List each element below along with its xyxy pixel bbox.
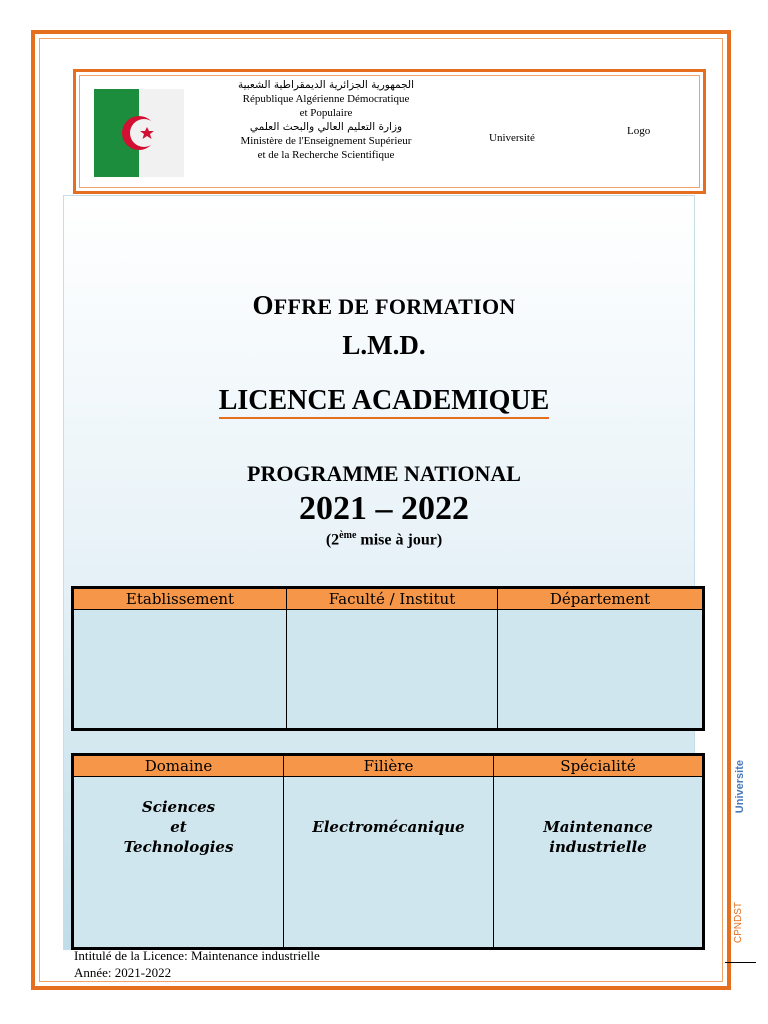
cell-filiere: Electromécanique <box>284 777 494 949</box>
footer-annee: Année: 2021-2022 <box>74 965 172 980</box>
domain-table <box>71 753 705 950</box>
university-label: Université <box>489 132 535 144</box>
lmd-title: L.M.D. <box>342 330 426 360</box>
institution-table <box>71 586 705 731</box>
republic-line2: et Populaire <box>299 107 353 119</box>
side-divider <box>725 962 756 963</box>
cell-faculte <box>287 610 498 730</box>
years-title: 2021 – 2022 <box>299 490 469 527</box>
arabic-ministry-text: وزارة التعليم العالي والبحث العلمي <box>249 121 403 133</box>
header-filiere: Filière <box>284 755 494 777</box>
side-universite-label: Universite <box>734 760 746 814</box>
header-departement: Département <box>498 588 704 610</box>
programme-title: PROGRAMME NATIONAL <box>247 461 521 486</box>
header-domaine: Domaine <box>73 755 284 777</box>
ministry-line1: Ministère de l'Enseignement Supérieur <box>240 135 412 147</box>
cell-departement <box>498 610 704 730</box>
side-cpndst-label: CPNDST <box>733 902 744 944</box>
header-box <box>73 69 706 194</box>
arabic-republic-text: الجمهورية الجزائرية الديمقراطية الشعبية <box>237 79 415 91</box>
algeria-flag-image <box>94 89 184 177</box>
cell-specialite: Maintenance industrielle <box>494 777 704 949</box>
cell-etablissement <box>73 610 287 730</box>
footer-text <box>74 947 320 981</box>
logo-placeholder: Logo <box>627 125 651 137</box>
licence-title: LICENCE ACADEMIQUE <box>0 385 768 417</box>
cell-domaine: Sciences et Technologies <box>73 777 284 949</box>
header-specialite: Spécialité <box>494 755 704 777</box>
offre-title: OFFRE DE FORMATION <box>252 290 516 320</box>
republic-line1: République Algérienne Démocratique <box>242 93 410 105</box>
header-etablissement: Etablissement <box>73 588 287 610</box>
footer-licence: Intitulé de la Licence: Maintenance industrielle <box>74 948 320 963</box>
update-note: (2ème mise à jour) <box>325 530 443 549</box>
ministry-line2: et de la Recherche Scientifique <box>257 149 395 161</box>
header-text <box>206 78 446 162</box>
header-faculte: Faculté / Institut <box>287 588 498 610</box>
